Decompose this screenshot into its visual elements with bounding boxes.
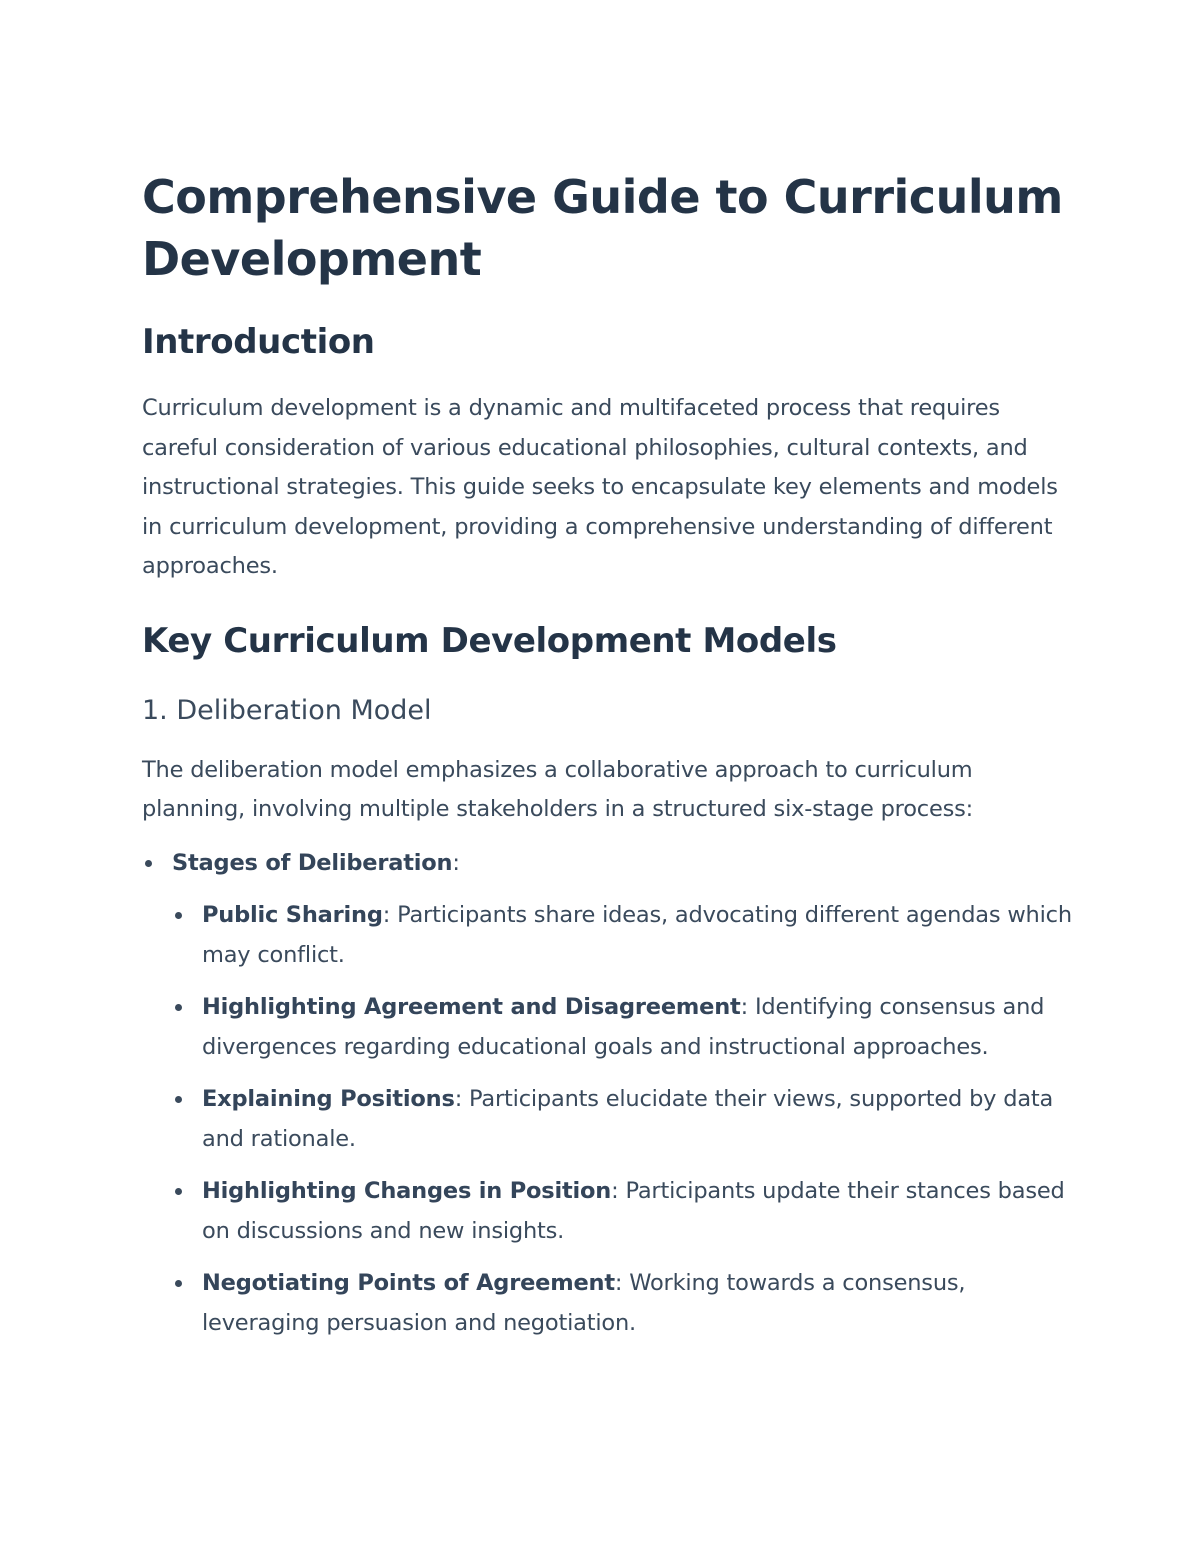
- stage-description: : Participants update their stances based on discussions and new insights.: [202, 1178, 1065, 1244]
- stage-item: [172, 988, 1072, 1067]
- stages-list-item: [142, 844, 1072, 1344]
- document-page: [142, 166, 1072, 1356]
- bullet-icon: [175, 1280, 182, 1287]
- stage-term: Highlighting Changes in Position: [202, 1178, 612, 1204]
- stage-term: Explaining Positions: [202, 1086, 455, 1112]
- stage-item: [172, 1264, 1072, 1343]
- stage-term: Highlighting Agreement and Disagreement: [202, 994, 741, 1020]
- stages-list: [142, 844, 1072, 1344]
- bullet-icon: [145, 860, 152, 867]
- stage-item: [172, 896, 1072, 975]
- stage-item: [172, 1080, 1072, 1159]
- bullet-icon: [175, 1004, 182, 1011]
- stage-description: : Identifying consensus and divergences regarding educational goals and instructional approaches.: [202, 994, 1045, 1060]
- stage-description: : Participants elucidate their views, supported by data and rationale.: [202, 1086, 1054, 1152]
- bullet-icon: [175, 1188, 182, 1195]
- introduction-heading: Introduction: [142, 322, 375, 362]
- stage-description: : Working towards a consensus, leveraging persuasion and negotiation.: [202, 1270, 966, 1336]
- stages-label-suffix: :: [452, 849, 460, 876]
- introduction-paragraph: Curriculum development is a dynamic and multifaceted process that requires careful consideration of various educational philosophies, cultural contexts, and instructional strategies. This guide seeks to encapsulate key elements and models in curriculum development, providing a comprehensive understanding of different approaches.: [142, 395, 1058, 579]
- bullet-icon: [175, 912, 182, 919]
- deliberation-model-heading: 1. Deliberation Model: [142, 694, 432, 726]
- models-heading: Key Curriculum Development Models: [142, 620, 837, 661]
- deliberation-model-paragraph: The deliberation model emphasizes a collaborative approach to curriculum planning, involving multiple stakeholders in a structured six-stage process:: [142, 756, 974, 822]
- stage-sublist: [172, 896, 1072, 1343]
- bullet-icon: [175, 1096, 182, 1103]
- stage-description: : Participants share ideas, advocating different agendas which may conflict.: [202, 902, 1072, 968]
- stage-item: [172, 1172, 1072, 1251]
- stage-term: Public Sharing: [202, 902, 383, 928]
- stage-term: Negotiating Points of Agreement: [202, 1270, 615, 1296]
- page-title: Comprehensive Guide to Curriculum Development: [142, 170, 1063, 286]
- stages-label: Stages of Deliberation: [172, 849, 453, 876]
